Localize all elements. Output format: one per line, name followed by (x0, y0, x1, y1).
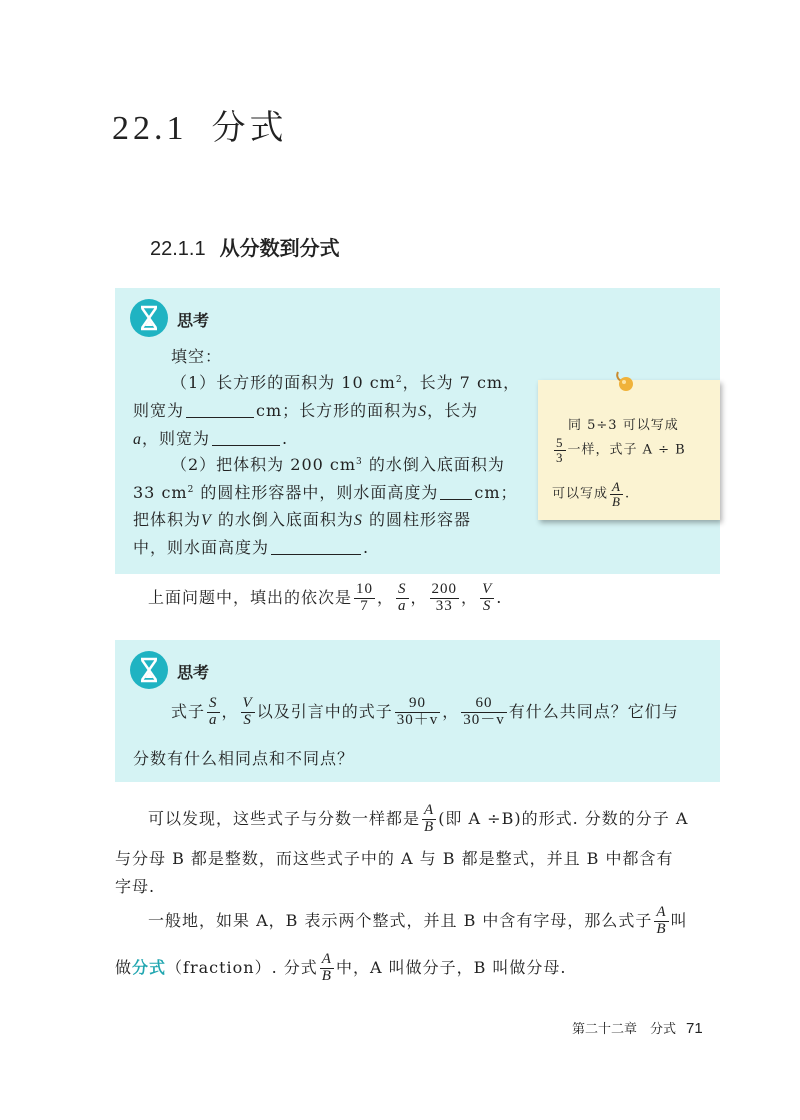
term-highlight: 分式 (132, 957, 167, 977)
page-number: 71 (686, 1020, 703, 1037)
answer-blank[interactable] (186, 401, 254, 418)
chapter-number: 22.1 (112, 110, 188, 147)
fraction: $\frac{V}{S}$ (242, 695, 253, 728)
fraction: $\frac{90}{30+v}$ (396, 695, 439, 728)
section-name: 从分数到分式 (219, 236, 340, 260)
hourglass-icon (129, 650, 169, 690)
question-2-line-3: 把体积为V 的水倒入底面积为S 的圆柱形容器 (133, 510, 471, 529)
footer-chapter: 第二十二章 分式 (572, 1022, 677, 1037)
think2-line-2: 分数有什么相同点和不同点？ (133, 749, 355, 768)
fraction: $\frac{S}{a}$ (398, 581, 407, 614)
section-number: 22.1.1 (150, 238, 206, 260)
fraction: $\frac{S}{a}$ (209, 695, 218, 728)
para2-line-1: 一般地，如果 A，B 表示两个整式，并且 B 中含有字母，那么式子 $\frac{A}{B}$ 叫 (148, 904, 688, 937)
section-title (150, 232, 340, 261)
question-1-line-1: （1）长方形的面积为 10 $cm^2$，长为 7 cm， (171, 373, 521, 392)
para1-line-3: 字母. (115, 877, 156, 896)
note-line-3: 可以写成 $\frac{A}{B}$ . (552, 479, 631, 509)
answer-blank[interactable] (212, 429, 280, 446)
fill-intro: 填空： (171, 347, 223, 366)
answer-blank[interactable] (440, 483, 472, 500)
fraction: $\frac{A}{B}$ (424, 802, 435, 835)
answer-line: 上面问题中，填出的依次是 $\frac{10}{7}$ ， $\frac{S}{a}$ ， $\frac{200}{33}$ ， $\frac{V}{S}$ . (148, 581, 503, 614)
page-footer (572, 1018, 703, 1037)
question-2-line-1: （2）把体积为 200 $cm^3$ 的水倒入底面积为 (171, 455, 505, 474)
fraction: $\frac{200}{33}$ (431, 581, 458, 614)
fraction: $\frac{5}{3}$ (556, 435, 564, 465)
question-1-line-3: a，则宽为 . (133, 429, 289, 448)
chapter-name: 分式 (211, 110, 288, 147)
chapter-title (112, 100, 288, 149)
para1-line-1: 可以发现，这些式子与分数一样都是 $\frac{A}{B}$ (即 A ÷B)的形式. 分数的分子 A (148, 802, 689, 835)
fraction: $\frac{A}{B}$ (612, 479, 621, 509)
hourglass-icon (129, 298, 169, 338)
fraction: $\frac{A}{B}$ (321, 951, 332, 984)
think-box-2 (115, 640, 720, 782)
answer-blank[interactable] (271, 538, 361, 555)
fraction: $\frac{60}{30-v}$ (463, 695, 505, 728)
question-1-line-2: 则宽为 cm；长方形的面积为S，长为 (133, 401, 479, 420)
sticky-note (538, 380, 720, 520)
think-label: 思考 (177, 663, 210, 682)
note-line-1: 同 5÷3 可以写成 (568, 418, 679, 433)
note-line-2: $\frac{5}{3}$ 一样，式子 A ÷ B (556, 435, 686, 465)
think-label: 思考 (177, 311, 210, 330)
para1-line-2: 与分母 B 都是整数，而这些式子中的 A 与 B 都是整式，并且 B 中都含有 (115, 849, 674, 868)
question-2-line-4: 中，则水面高度为 . (133, 538, 370, 557)
question-2-line-2: 33 $cm^2$ 的圆柱形容器中，则水面高度为 cm； (133, 483, 518, 502)
pushpin-icon (610, 366, 640, 396)
think2-line-1: 式子 $\frac{S}{a}$ ， $\frac{V}{S}$ 以及引言中的式子 $\frac{90}{30+v}$ ， $\frac{60}{30-v}$ 有什么共同点？它们与 (171, 695, 679, 728)
fraction: $\frac{V}{S}$ (482, 581, 493, 614)
fraction: $\frac{10}{7}$ (356, 581, 374, 614)
fraction: $\frac{A}{B}$ (656, 904, 667, 937)
para2-line-2: 做分式（fraction）. 分式 $\frac{A}{B}$ 中，A 叫做分子，B 叫做分母. (115, 951, 567, 984)
